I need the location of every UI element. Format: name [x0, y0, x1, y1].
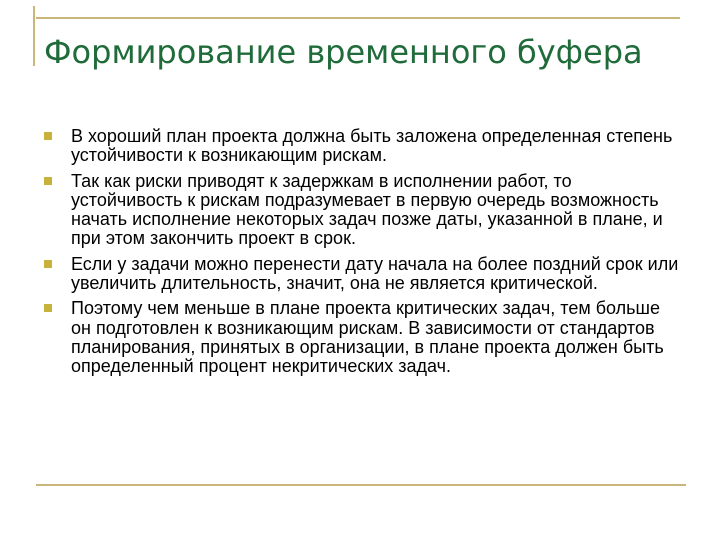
- square-bullet-icon: [44, 260, 52, 268]
- square-bullet-icon: [44, 132, 52, 140]
- square-bullet-icon: [44, 304, 52, 312]
- bullet-item: [44, 127, 684, 166]
- bullet-text: Если у задачи можно перенести дату начала на более поздний срок или увеличить длительность, значит, она не является критической.: [71, 253, 679, 294]
- bullet-text: Так как риски приводят к задержкам в исполнении работ, то устойчивость к рискам подразумевает в первую очередь возможность начать исполнение некоторых задач позже даты, указанной в плане, и при этом закончить проект в срок.: [71, 170, 663, 249]
- bottom-rule: [36, 484, 686, 486]
- slide-title: Формирование временного буфера: [44, 33, 643, 71]
- top-rule: [36, 17, 680, 19]
- title-accent-bar: [33, 6, 35, 66]
- bullet-item: [44, 255, 684, 294]
- bullet-text: В хороший план проекта должна быть заложена определенная степень устойчивости к возникающим рискам.: [71, 126, 673, 166]
- bullet-text: Поэтому чем меньше в плане проекта критических задач, тем больше он подготовлен к возникающим рискам. В зависимости от стандартов планирования, принятых в организации, в плане проекта должен быть определенный процент некритических задач.: [71, 298, 664, 377]
- bullet-item: [44, 299, 684, 376]
- square-bullet-icon: [44, 177, 52, 185]
- bullet-list: [44, 127, 684, 383]
- bullet-item: [44, 172, 684, 249]
